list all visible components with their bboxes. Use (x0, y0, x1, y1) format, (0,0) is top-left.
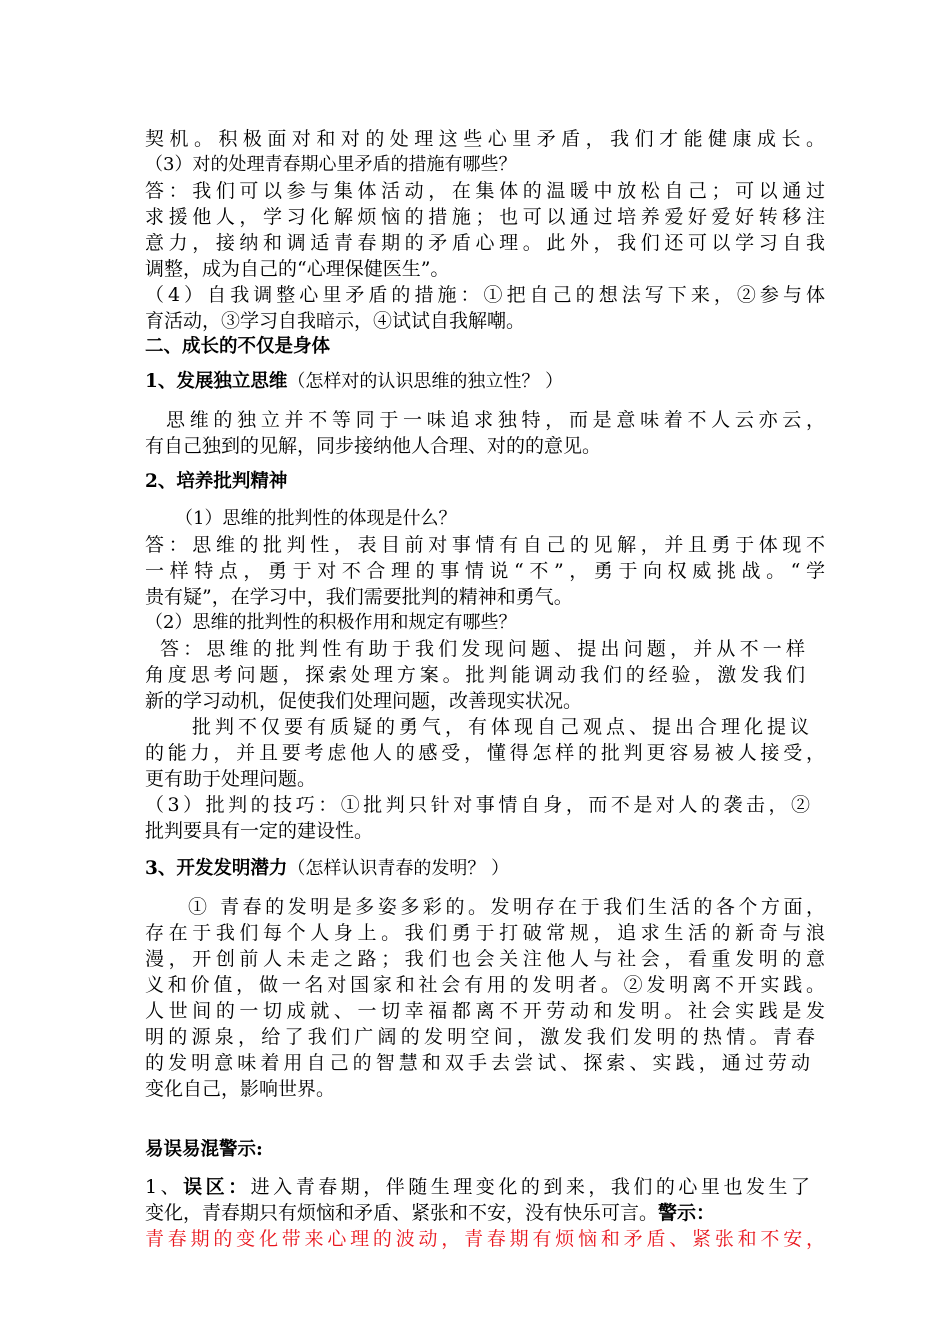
text-line: 答：我们可以参与集体活动，在集体的温暖中放松自己；可以通过 (145, 180, 825, 202)
subsection-heading: 2、培养批判精神 (145, 471, 288, 492)
subsection-heading (145, 368, 825, 394)
item-number: 1、 (145, 1176, 184, 1198)
text-line: 更有助于处理问题。 (145, 768, 317, 790)
text-line: 思维的独立并不等同于一味追求独特，而是意味着不人云亦云， (166, 409, 825, 431)
misconception-text: 进入青春期，伴随生理变化的到来，我们的心里也发生了 (250, 1176, 810, 1198)
text-line: 答：思维的批判性，表目前对事情有自己的见解，并且勇于体现不 (145, 534, 825, 556)
text-line: 育活动，③学习自我暗示，④试试自我解嘲。 (145, 310, 526, 332)
text-line: 批判要具有一定的建设性。 (145, 820, 374, 842)
text-line: 新的学习动机，促使我们处理问题，改善现实状况。 (145, 690, 583, 712)
text-line: 存在于我们每个人身上。我们勇于打破常规，追求生活的新奇与浪 (145, 922, 825, 944)
text-line: 契机。积极面对和对的处理这些心里矛盾，我们才能健康成长。 (145, 128, 825, 150)
question-line: （3）对的处理青春期心里矛盾的措施有哪些？ (145, 154, 517, 175)
text-line: 明的源泉，给了我们广阔的发明空间，激发我们发明的热情。青春 (145, 1026, 815, 1048)
question-line: （2）思维的批判性的积极作用和规定有哪些？ (145, 612, 517, 633)
warning-heading: 易误易混警示: (145, 1139, 263, 1160)
misconception-text: 变化，青春期只有烦恼和矛盾、紧张和不安，没有快乐可言。 (145, 1202, 659, 1224)
tip-label: 警示： (658, 1202, 716, 1224)
tip-text: 青春期的变化带来心理的波动，青春期有烦恼和矛盾、紧张和不安， (145, 1228, 825, 1250)
section-heading: 二、成长的不仅是身体 (145, 336, 331, 357)
text-line: 答：思维的批判性有助于我们发现问题、提出问题，并从不一样 (160, 638, 805, 660)
text-line: 变化自己，影响世界。 (145, 1078, 336, 1100)
text-line: （4）自我调整心里矛盾的措施：①把自己的想法写下来，②参与体 (145, 284, 825, 306)
misconception-label: 误区： (183, 1176, 251, 1198)
subsection-title: 3、开发发明潜力 (145, 858, 288, 879)
text-line: 的发明意味着用自己的智慧和双手去尝试、探索、实践，通过劳动 (145, 1052, 810, 1074)
text-line: 求援他人，学习化解烦恼的措施；也可以通过培养爱好爱好转移注 (145, 206, 825, 228)
question-line: （1）思维的批判性的体现是什么？ (175, 508, 457, 529)
text-line: 意力，接纳和调适青春期的矛盾心理。此外，我们还可以学习自我 (145, 232, 825, 254)
text-line: 贵有疑”，在学习中，我们需要批判的精神和勇气。 (145, 586, 573, 608)
text-line: 漫，开创前人未走之路；我们也会关注他人与社会，看重发明的意 (145, 948, 825, 970)
warning-item-line (145, 1200, 825, 1226)
subsection-title: 1、发展独立思维 (145, 371, 288, 392)
text-line: ① 青春的发明是多姿多彩的。发明存在于我们生活的各个方面， (188, 896, 825, 918)
text-line: 调整，成为自己的“心理保健医生”。 (145, 258, 450, 280)
text-line: （3）批判的技巧：①批判只针对事情自身，而不是对人的袭击，② (145, 794, 810, 816)
text-line: 批判不仅要有质疑的勇气，有体现自己观点、提出合理化提议 (192, 716, 809, 738)
subsection-question: （怎样对的认识思维的独立性？ ） (287, 371, 564, 392)
subsection-heading (145, 855, 825, 881)
warning-item (145, 1174, 810, 1200)
text-line: 义和价值，做一名对国家和社会有用的发明者。②发明离不开实践。 (145, 974, 825, 996)
text-line: 人世间的一切成就、一切幸福都离不开劳动和发明。社会实践是发 (145, 1000, 825, 1022)
subsection-question: （怎样认识青春的发明？ ） (287, 858, 510, 879)
text-line: 有自己独到的见解，同步接纳他人合理、对的的意见。 (145, 435, 602, 457)
text-line: 一样特点，勇于对不合理的事情说“不”，勇于向权威挑战。“学 (145, 560, 825, 582)
text-line: 角度思考问题，探索处理方案。批判能调动我们的经验，激发我们 (145, 664, 805, 686)
text-line: 的能力，并且要考虑他人的感受，懂得怎样的批判更容易被人接受， (145, 742, 825, 764)
